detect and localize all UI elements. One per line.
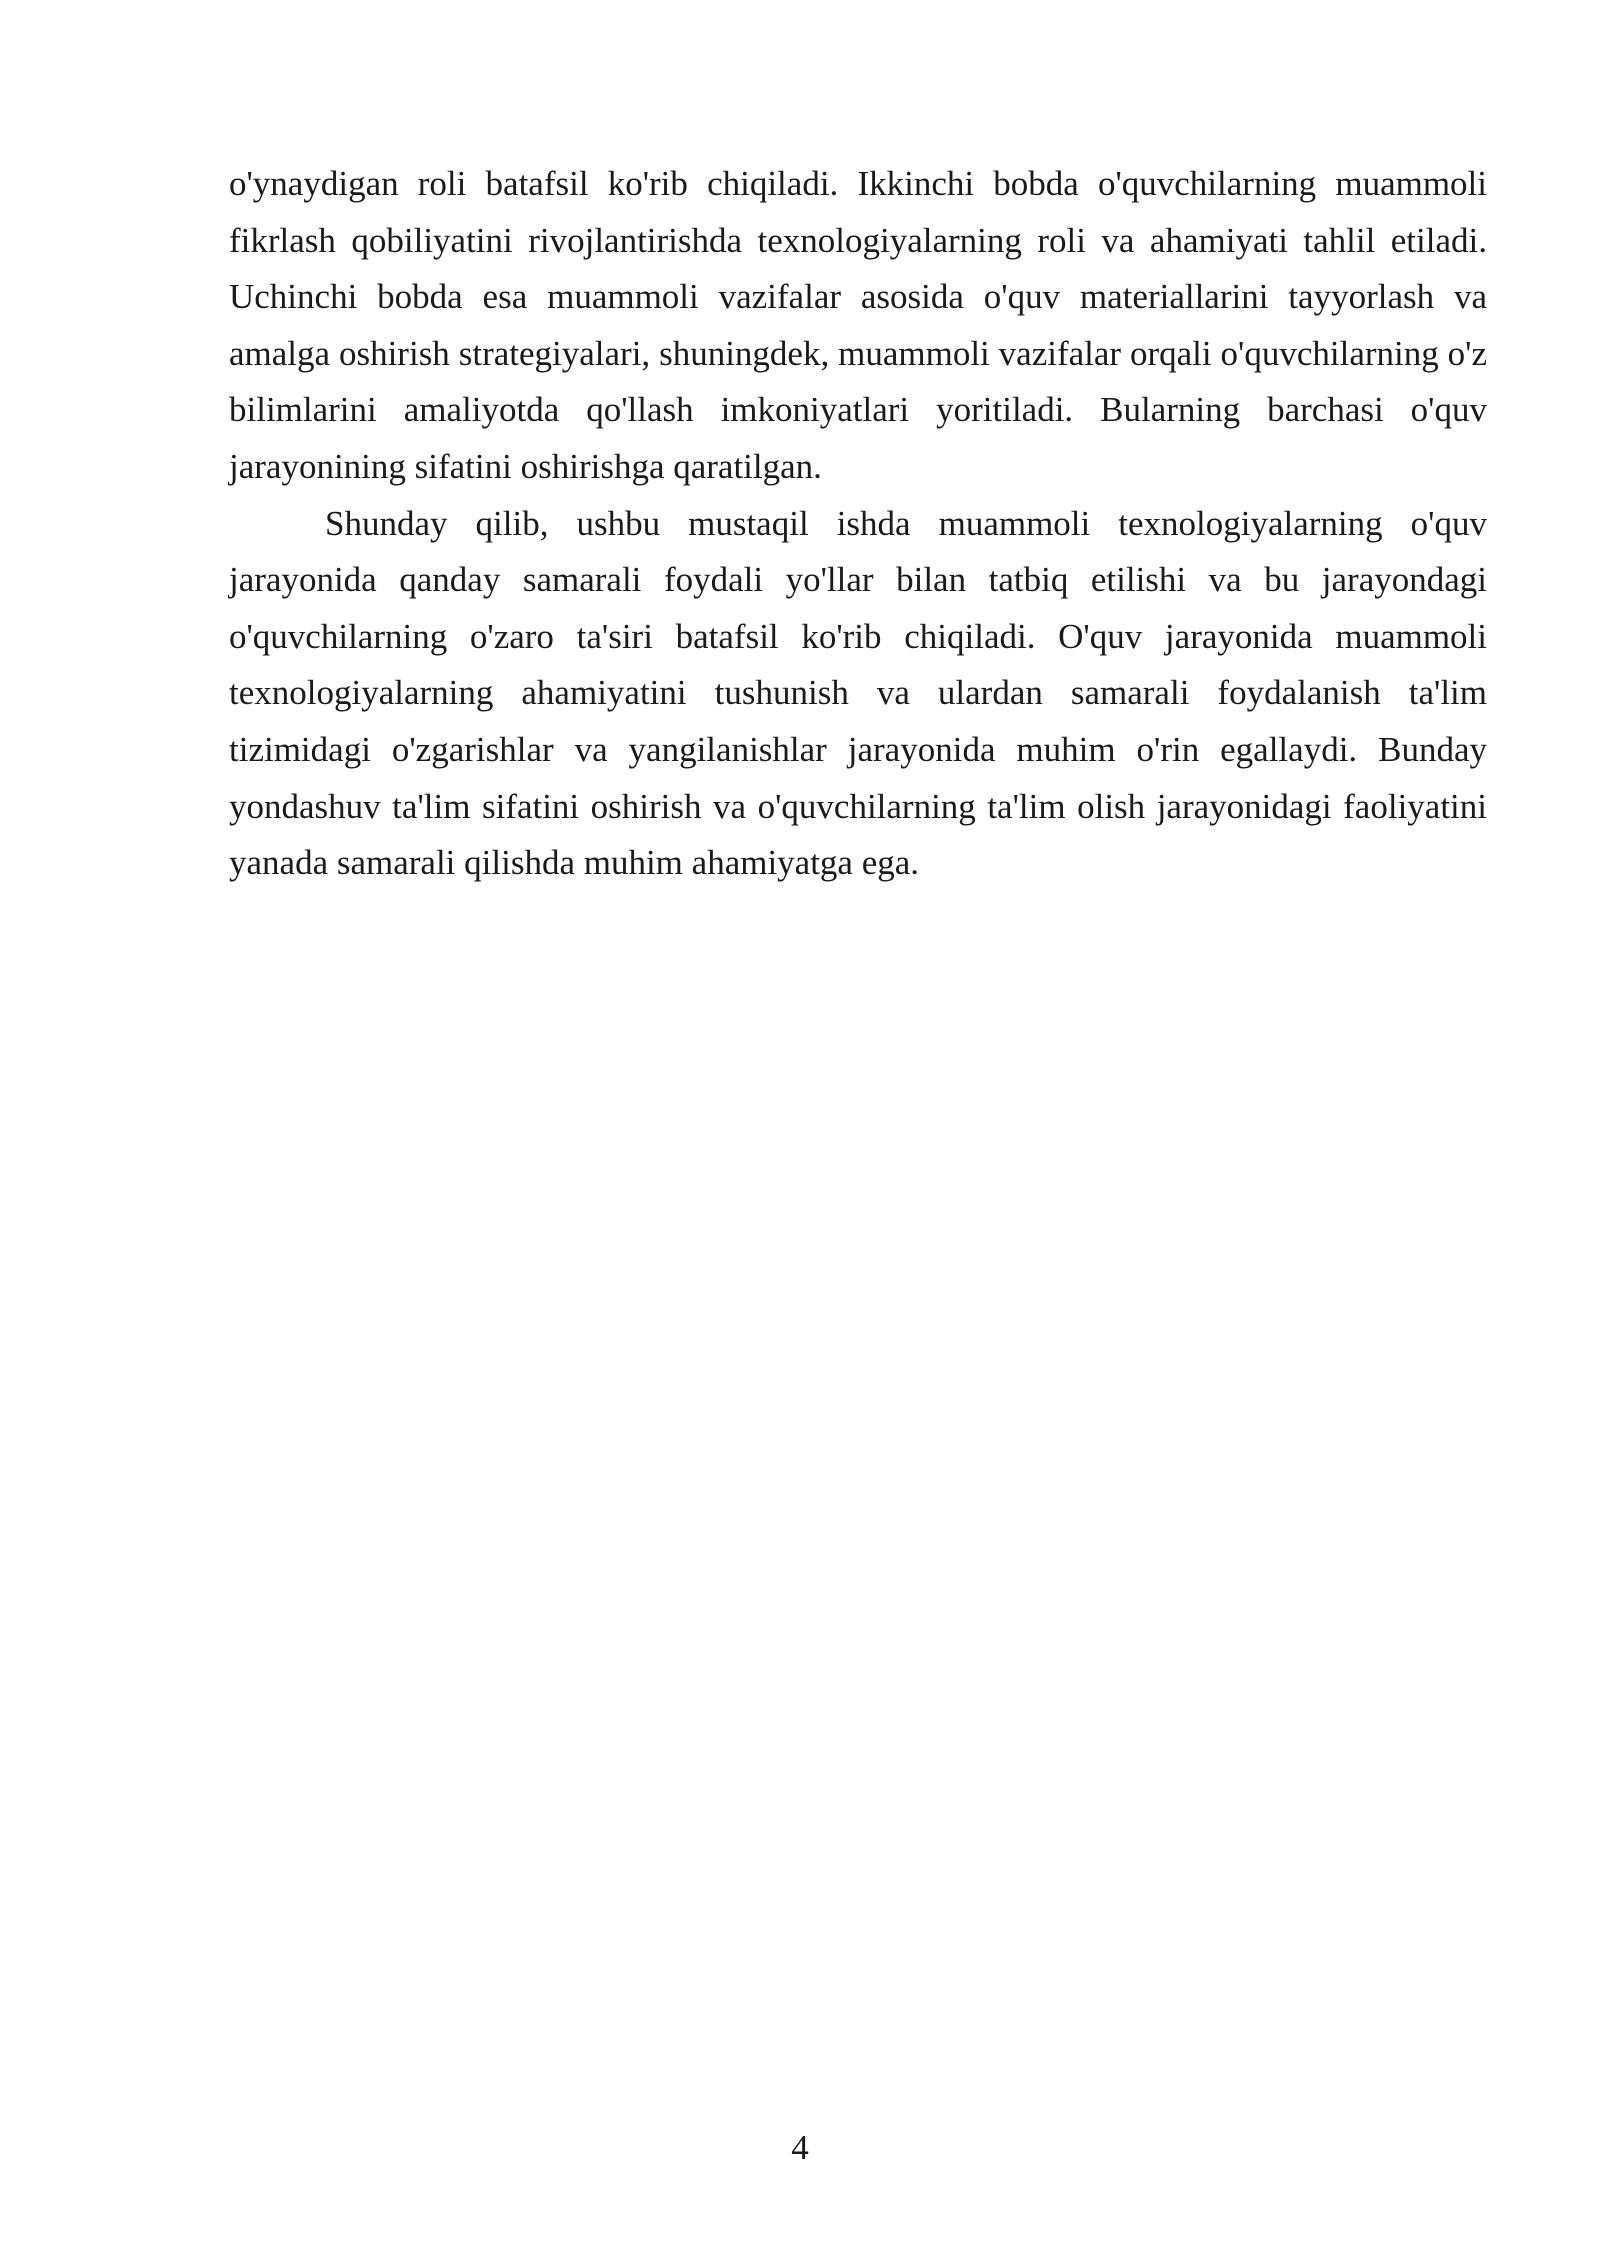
body-text	[229, 156, 1487, 892]
paragraph-continuation: o'ynaydigan roli batafsil ko'rib chiqiladi. Ikkinchi bobda o'quvchilarning muammoli fikrlash qobiliyatini rivojlantirishda texnologiyalarning roli va ahamiyati tahlil etiladi. Uchinchi bobda esa muammoli vazifalar asosida o'quv materiallarini tayyorlash va amalga oshirish strategiyalari, shuningdek, muammoli vazifalar orqali o'quvchilarning o'z bilimlarini amaliyotda qo'llash imkoniyatlari yoritiladi. Bularning barchasi o'quv jarayonining sifatini oshirishga qaratilgan.	[229, 164, 1487, 486]
page-number: 4	[791, 2128, 809, 2167]
paragraph-conclusion: Shunday qilib, ushbu mustaqil ishda muammoli texnologiyalarning o'quv jarayonida qanday samarali foydali yo'llar bilan tatbiq etilishi va bu jarayondagi o'quvchilarning o'zaro ta'siri batafsil ko'rib chiqiladi. O'quv jarayonida muammoli texnologiyalarning ahamiyatini tushunish va ulardan samarali foydalanish ta'lim tizimidagi o'zgarishlar va yangilanishlar jarayonida muhim o'rin egallaydi. Bunday yondashuv ta'lim sifatini oshirish va o'quvchilarning ta'lim olish jarayonidagi faoliyatini yanada samarali qilishda muhim ahamiyatga ega.	[229, 503, 1487, 883]
